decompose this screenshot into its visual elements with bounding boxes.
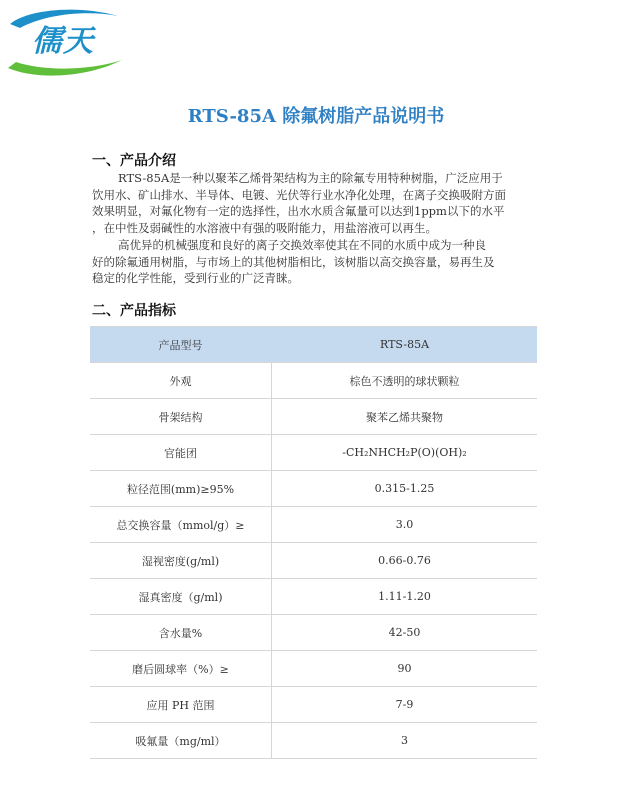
intro-line: ，在中性及弱碱性的水溶液中有强的吸附能力，用盐溶液可以再生。 <box>92 220 437 235</box>
company-logo <box>6 6 124 82</box>
spec-label-cell: 磨后圆球率（%）≥ <box>90 651 272 687</box>
intro-line: 饮用水、矿山排水、半导体、电镀、光伏等行业水净化处理，在离子交换吸附方面 <box>92 187 506 202</box>
spec-label-cell: 官能团 <box>90 435 272 471</box>
table-row <box>90 651 537 687</box>
intro-line: 稳定的化学性能，受到行业的广泛青睐。 <box>92 271 299 285</box>
intro-heading: 一、产品介绍 <box>92 153 176 169</box>
spec-value-cell: 3.0 <box>272 507 538 543</box>
intro-line: 效果明显，对氟化物有一定的选择性，出水水质含氟量可以达到1ppm以下的水平 <box>92 204 505 218</box>
logo-text: 儒天 <box>32 24 94 59</box>
table-row <box>90 687 537 723</box>
spec-value-cell: 90 <box>272 651 538 687</box>
spec-value-cell: 3 <box>272 723 538 759</box>
table-header-row <box>90 327 537 363</box>
spec-value-cell: 聚苯乙烯共聚物 <box>272 399 538 435</box>
intro-line: 高优异的机械强度和良好的离子交换效率使其在不同的水质中成为一种良 <box>118 238 486 252</box>
intro-line: RTS-85A是一种以聚苯乙烯骨架结构为主的除氟专用特种树脂，广泛应用于 <box>118 171 503 185</box>
spec-label-cell: 骨架结构 <box>90 399 272 435</box>
spec-label-cell: 应用 PH 范围 <box>90 687 272 723</box>
table-row <box>90 723 537 759</box>
spec-label-cell: 粒径范围(mm)≥95% <box>90 471 272 507</box>
spec-label-cell: 外观 <box>90 363 272 399</box>
intro-paragraph-2 <box>92 237 544 287</box>
spec-value-cell: 棕色不透明的球状颗粒 <box>272 363 538 399</box>
table-row <box>90 363 537 399</box>
table-row <box>90 399 537 435</box>
spec-value-cell: 0.315-1.25 <box>272 471 538 507</box>
spec-label-cell: 吸氟量（mg/ml） <box>90 723 272 759</box>
spec-heading: 二、产品指标 <box>92 303 176 319</box>
intro-line: 好的除氟通用树脂，与市场上的其他树脂相比，该树脂以高交换容量，易再生及 <box>92 254 495 269</box>
header-cell: 产品型号 <box>90 327 272 363</box>
document-title: RTS-85A 除氟树脂产品说明书 <box>187 106 445 127</box>
spec-label-cell: 总交换容量（mmol/g）≥ <box>90 507 272 543</box>
table-row <box>90 435 537 471</box>
spec-value-cell: 1.11-1.20 <box>272 579 538 615</box>
spec-value-cell: 0.66-0.76 <box>272 543 538 579</box>
spec-label-cell: 含水量% <box>90 615 272 651</box>
spec-value-cell: -CH₂NHCH₂P(O)(OH)₂ <box>272 435 538 471</box>
header-cell: RTS-85A <box>272 327 538 363</box>
table-row <box>90 543 537 579</box>
spec-value-cell: 7-9 <box>272 687 538 723</box>
spec-table <box>90 326 537 759</box>
spec-value-cell: 42-50 <box>272 615 538 651</box>
table-row <box>90 507 537 543</box>
spec-label-cell: 湿视密度(g/ml) <box>90 543 272 579</box>
table-row <box>90 579 537 615</box>
intro-paragraph-1 <box>92 170 544 236</box>
table-row <box>90 471 537 507</box>
spec-label-cell: 湿真密度（g/ml) <box>90 579 272 615</box>
table-row <box>90 615 537 651</box>
